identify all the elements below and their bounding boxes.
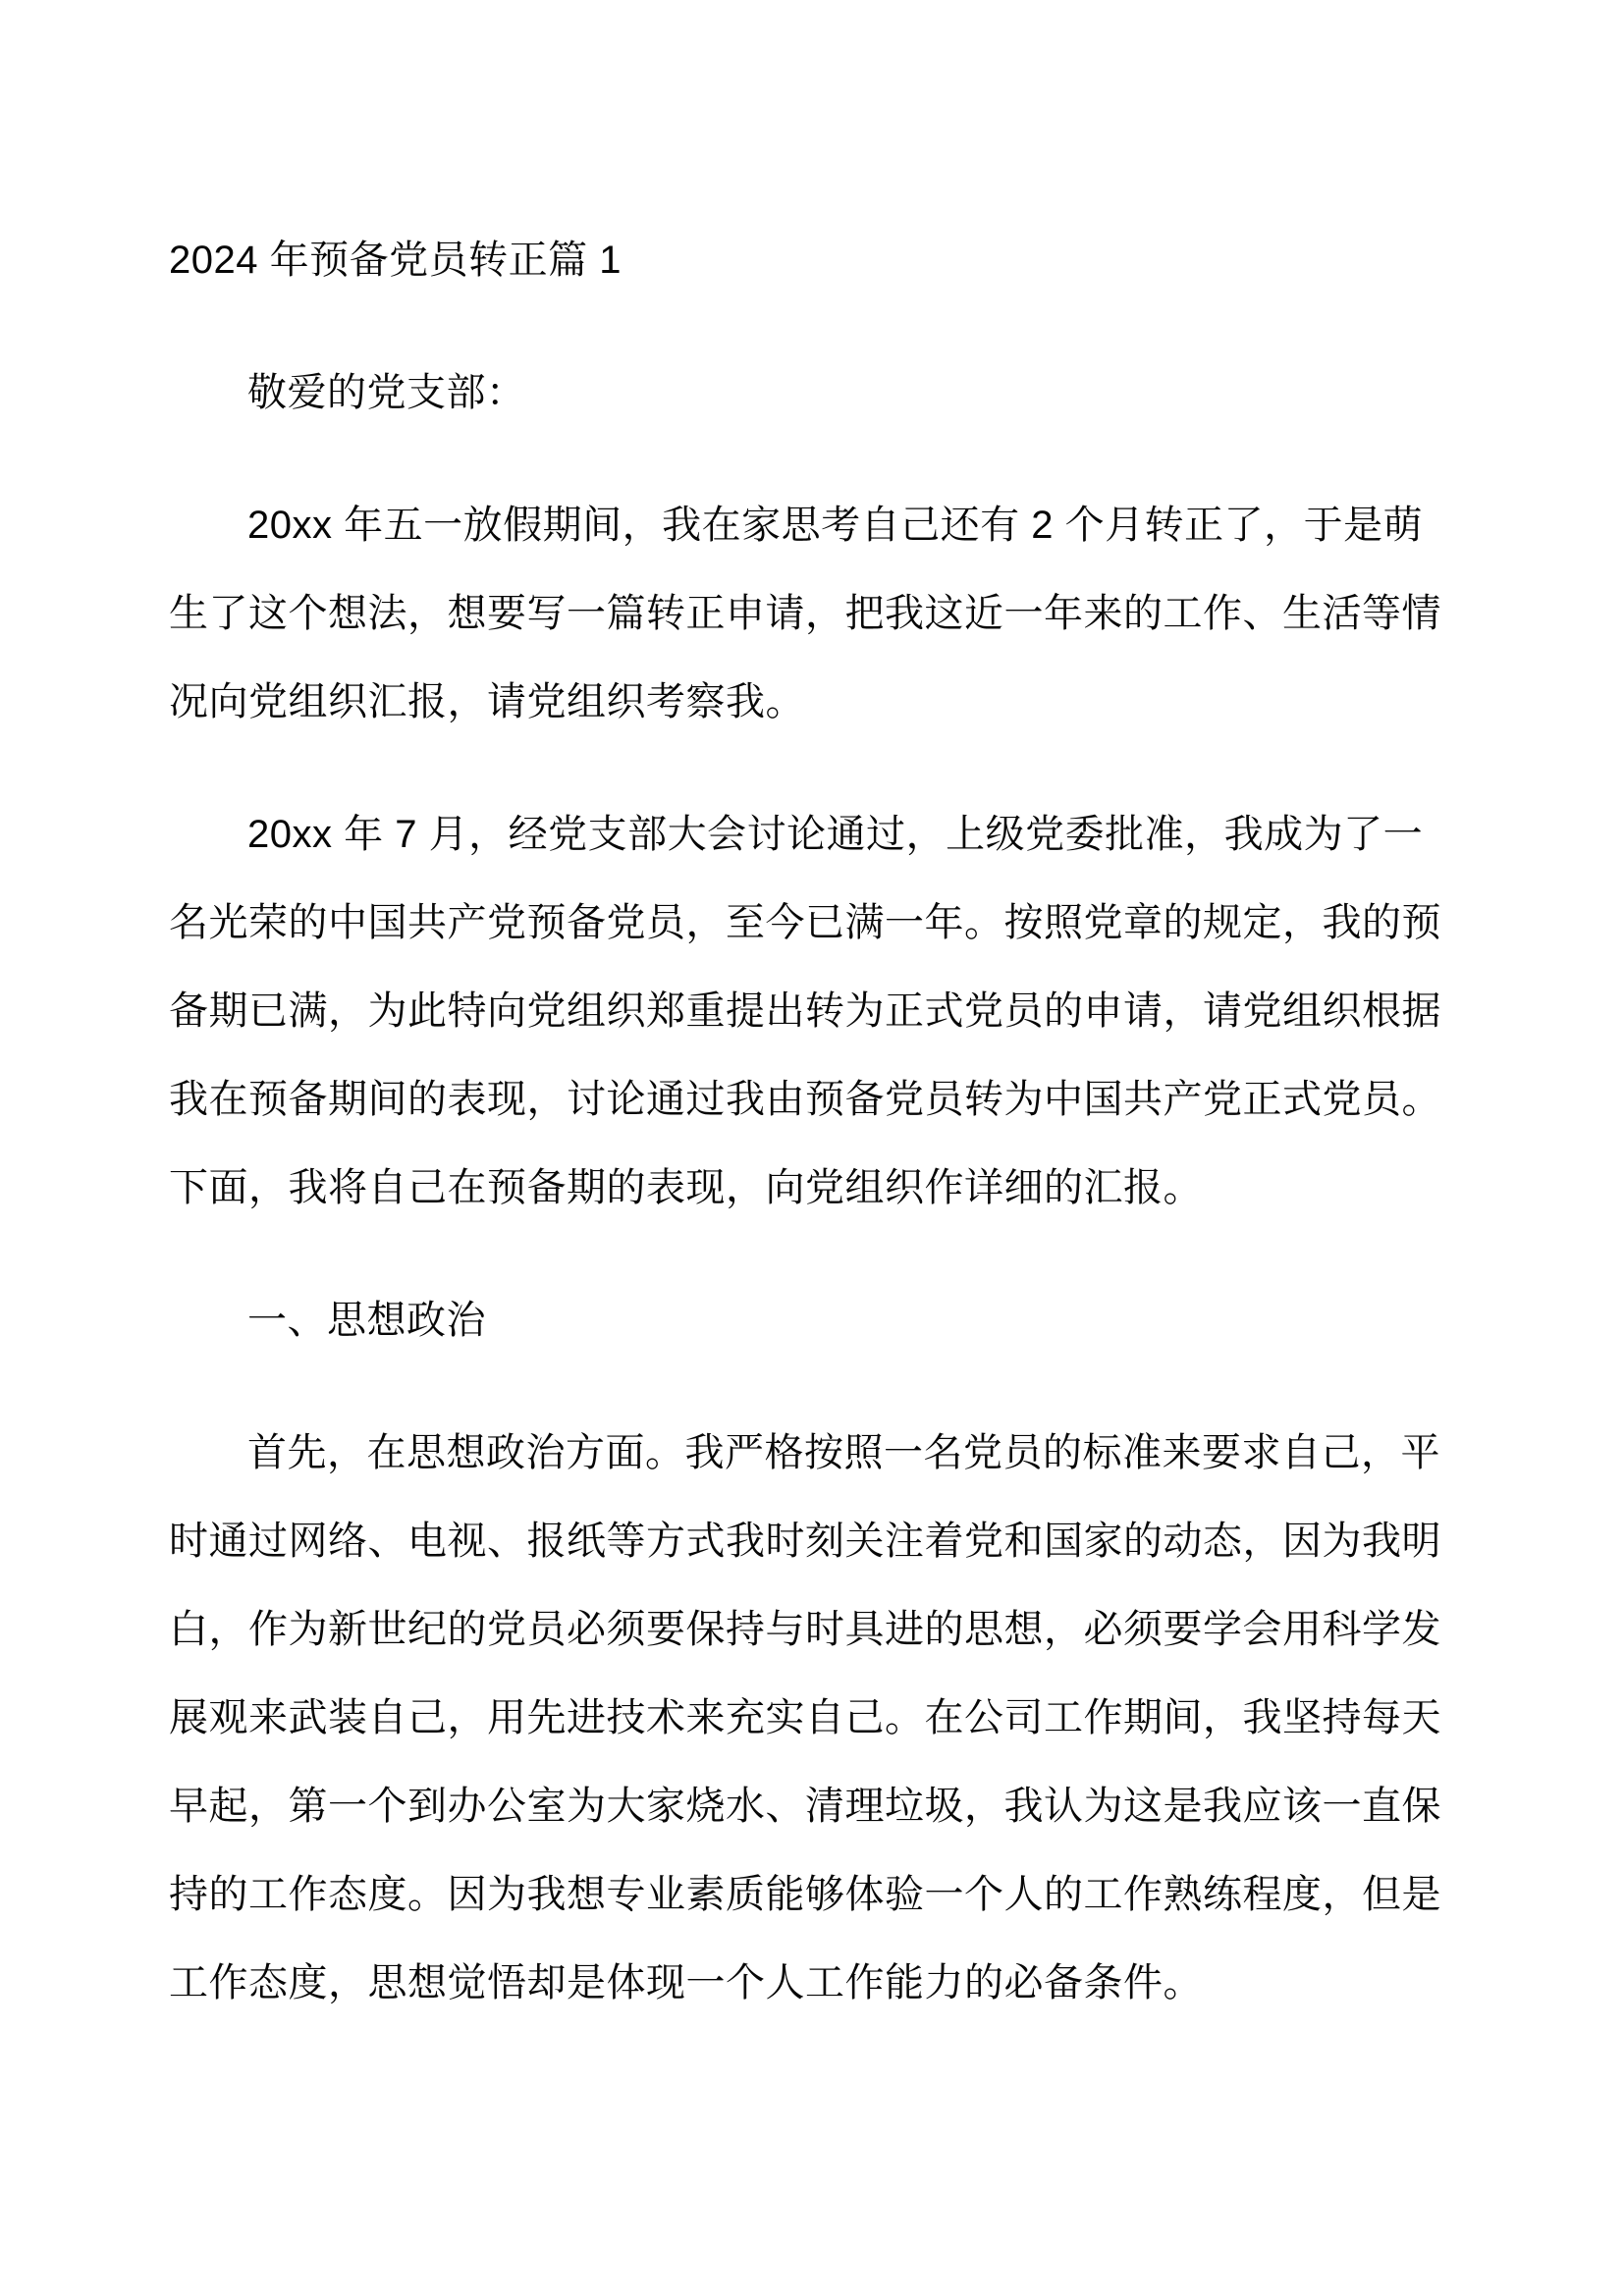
paragraph-2: 20xx 年 7 月，经党支部大会讨论通过，上级党委批准，我成为了一 名光荣的中国共产党预备党员，至今已满一年。按照党章的规定，我的预 备期已满，为此特向党组织郑重提出转为正式党员的申请，请党组织根据 我在预备期间的表现，讨论通过我由预备党员转为中国共产党正式党员。 下面，我将自己在预备期的表现，向党组织作详细的汇报。 — [169, 813, 1441, 1209]
paragraph-3: 首先，在思想政治方面。我严格按照一名党员的标准来要求自己，平 时通过网络、电视、报纸等方式我时刻关注着党和国家的动态，因为我明 白，作为新世纪的党员必须要保持与时具进的思想，必须要学会用科学发 展观来武装自己，用先进技术来充实自己。在公司工作期间，我坚持每天 早起，第一个到办公室为大家烧水、清理垃圾，我认为这是我应该一直保 持的工作态度。因为我想专业素质能够体验一个人的工作熟练程度，但是 工作态度，思想觉悟却是体现一个人工作能力的必备条件。 — [169, 1431, 1441, 2004]
paragraph-1: 20xx 年五一放假期间，我在家思考自己还有 2 个月转正了，于是萌 生了这个想法，想要写一篇转正申请，把我这近一年来的工作、生活等情 况向党组织汇报，请党组织考察我。 — [169, 504, 1441, 723]
salutation: 敬爱的党支部： — [247, 371, 526, 414]
section-heading-1: 一、思想政治 — [247, 1299, 486, 1342]
document-title: 2024 年预备党员转正篇 1 — [169, 239, 622, 282]
